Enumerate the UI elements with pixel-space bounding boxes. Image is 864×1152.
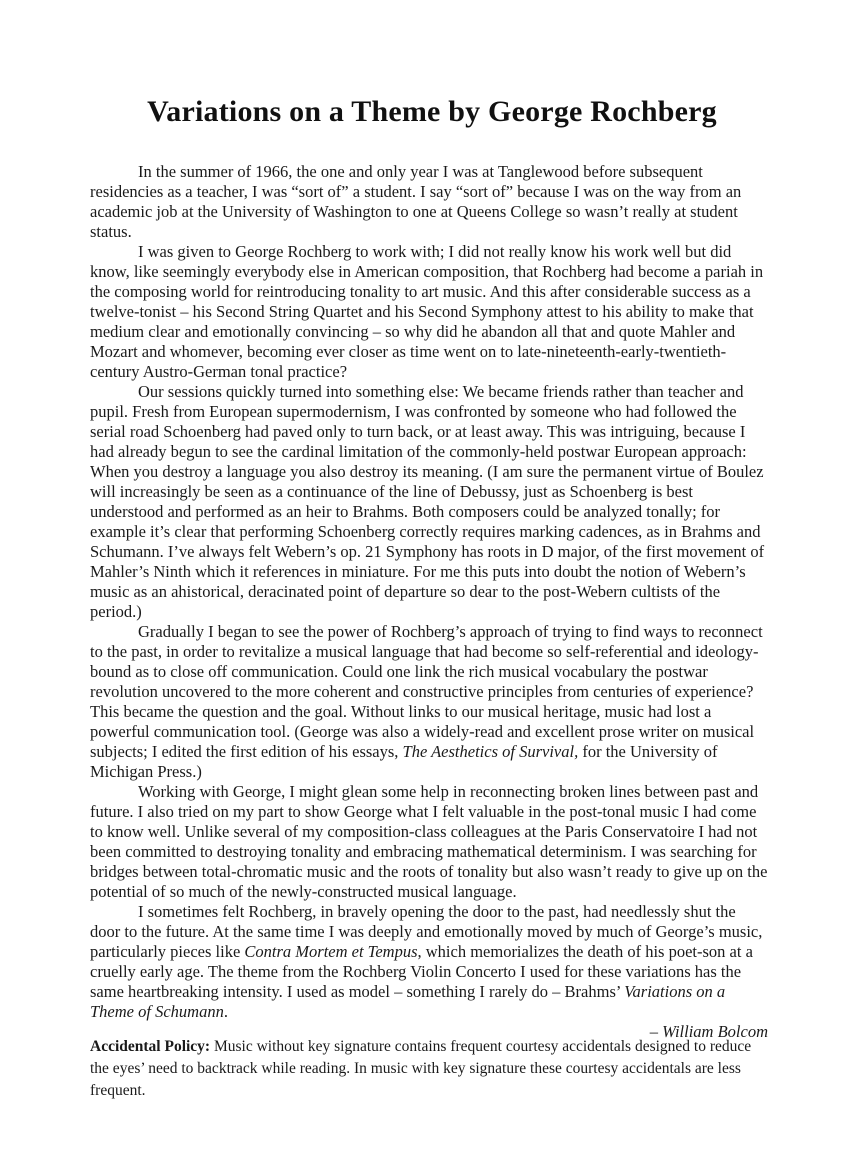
italic-text-run: Contra Mortem et Tempus [244,942,418,961]
text-run: Gradually I began to see the power of Rochberg’s approach of trying to find ways to reconnect to the past, in order to revitalize a musical language that had become so self-referential and ideology-bound as to close off communication. Could one link the rich musical vocabulary the postwar revolution uncovered to the more coherent and constructive principles from centuries of experience? This became the question and the goal. Without links to our musical heritage, music had lost a powerful communication tool. (George was also a widely-read and excellent prose writer on musical subjects; I edited the first edition of his essays, [90,622,763,761]
page-title: Variations on a Theme by George Rochberg [147,95,717,128]
italic-text-run: The Aesthetics of Survival, [402,742,579,761]
text-run: , which memorializes the death of his poet-son at a cruelly early age. The theme from the Rochberg Violin Concerto I used for these variations has the same heartbreaking intensity. I used as model – something I rarely do – Brahms’ [90,942,753,1001]
italic-text-run: Variations on a Theme of Schumann [90,982,726,1021]
text-run: In the summer of 1966, the one and only year I was at Tanglewood before subsequent residencies as a teacher, I was “sort of” a student. I say “sort of” because I was on the way from an academic job at the University of Washington to one at Queens College so wasn’t really at student status. [90,162,742,241]
paragraph-2 [90,242,768,382]
paragraph-6 [90,902,768,1022]
accidental-policy-text: Music without key signature contains frequent courtesy accidentals designed to reduce the eyes’ need to backtrack while reading. In music with key signature these courtesy accidentals are less frequent. [90,1038,752,1099]
text-run: I sometimes felt Rochberg, in bravely opening the door to the past, had needlessly shut the door to the future. At the same time I was deeply and emotionally moved by much of George’s music, particularly pieces like [90,902,763,961]
paragraph-4 [90,622,768,782]
paragraph-3 [90,382,768,622]
text-run: . [223,1002,228,1021]
accidental-policy-label: Accidental Policy: [90,1038,211,1055]
paragraph-5 [90,782,768,902]
text-run: Our sessions quickly turned into something else: We became friends rather than teacher and pupil. Fresh from European supermodernism, I was confronted by someone who had followed the serial road Schoenberg had paved only to turn back, or at least away. This was intriguing, because I had already begun to see the cardinal limitation of the commonly-held postwar European approach: When you destroy a language you also destroy its meaning. (I am sure the permanent virtue of Boulez will increasingly be seen as a continuance of the line of Debussy, just as Schoenberg is best understood and performed as an heir to Brahms. Both composers could be analyzed tonally; for example it’s clear that performing Schoenberg correctly requires marking cadences, as in Brahms and Schumann. I’ve always felt Webern’s op. 21 Symphony has roots in D major, of the first movement of Mahler’s Ninth which it references in miniature. For me this puts into doubt the notion of Webern’s music as an ahistorical, deracinated point of departure so dear to the post-Webern cultists of the period.) [90,382,765,621]
paragraph-1 [90,162,768,242]
text-run: I was given to George Rochberg to work with; I did not really know his work well but did know, like seemingly everybody else in American composition, that Rochberg had become a pariah in the composing world for reintroducing tonality to art music. And this after considerable success as a twelve-tonist – his Second String Quartet and his Second Symphony attest to his ability to make that medium clear and emotionally convincing – so why did he abandon all that and quote Mahler and Mozart and whomever, becoming ever closer as time went on to late-nineteenth-early-twentieth-century Austro-German tonal practice? [90,242,764,381]
author-signature: – William Bolcom [649,1022,768,1041]
text-run: for the University of Michigan Press.) [90,742,718,781]
text-run: Working with George, I might glean some help in reconnecting broken lines between past and future. I also tried on my part to show George what I felt valuable in the post-tonal music I had come to know well. Unlike several of my composition-class colleagues at the Paris Conservatoire I had not been committed to destroying tonality and embracing mathematical determinism. I was searching for bridges between total-chromatic music and the roots of tonality but also wasn’t ready to give up on the potential of so much of the newly-constructed musical language. [90,782,768,901]
article-body [90,162,768,1042]
accidental-policy-note [90,1036,770,1102]
